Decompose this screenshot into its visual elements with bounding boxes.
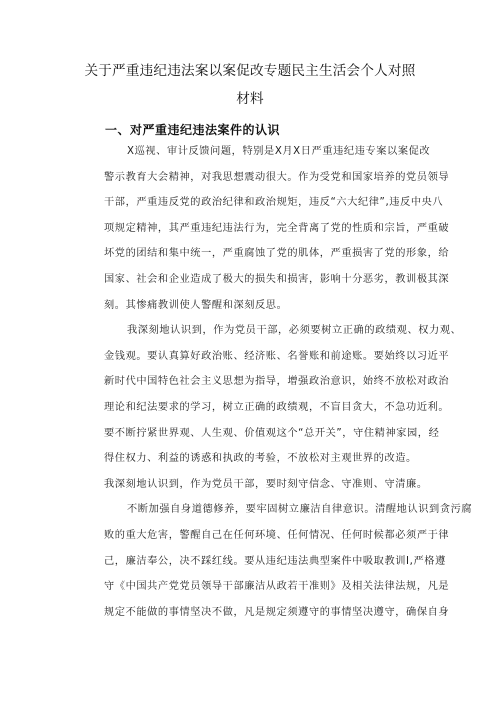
paragraph-line: 守《中国共产党党员领导干部廉洁从政若干准则》及相关法律法规，凡是 <box>104 581 450 593</box>
paragraph-line: 项规定精神，其严重违纪违法行为，完全背离了党的性质和宗旨，严重破 <box>104 222 450 234</box>
paragraph-line: X巡视、审计反馈问题，特别是X月X日严重违纪违专案以案促改 <box>127 146 431 157</box>
paragraph-line: 不断加强自身道德修养，要牢固树立廉洁自律意识。清醒地认识到贪污腐 <box>127 504 473 516</box>
paragraph-line: 警示教育大会精神，对我思想震动很大。作为受党和国家培养的党员领导 <box>104 171 450 183</box>
paragraph-line: 要不断拧紧世界观、人生观、价值观这个“总开关”，守住精神家园，经 <box>104 427 440 439</box>
section-heading: 一、对严重违纪违法案件的认识 <box>105 123 281 137</box>
paragraph-line: 新时代中国特色社会主义思想为指导，增强政治意识，始终不放松对政治 <box>104 376 450 388</box>
paragraph-line: 败的重大危害，警醒自己在任何环境、任何情况、任何时候都必须严于律 <box>104 530 450 541</box>
paragraph-line: 刻。其惨痛教训使人警醒和深刻反思。 <box>104 299 288 311</box>
paragraph-line: 国家、社会和企业造成了极大的损失和损害，影响十分恶劣，教训极其深 <box>104 274 450 285</box>
paragraph-line: 坏党的团结和集中统一，严重腐蚀了党的肌体，严重损害了党的形象，给 <box>104 248 450 260</box>
paragraph-line: 干部，严重违反党的政治纪律和政治规矩，违反“六大纪律”,违反中央八 <box>104 197 444 209</box>
paragraph-line: 理论和纪法要求的学习，树立正确的政绩观，不盲目贪大，不急功近利。 <box>104 402 450 413</box>
paragraph-line: 规定不能做的事情坚决不做，凡是规定须遵守的事情坚决遵守，确保自身 <box>104 606 450 618</box>
paragraph-line: 得住权力、利益的诱惑和执政的考验，不放松对主观世界的改造。 <box>104 453 417 465</box>
paragraph-line: 金钱观。要认真算好政治账、经济账、名誉账和前途账。要始终以习近平 <box>104 350 450 362</box>
document-title-line-2: 材料 <box>236 91 264 107</box>
paragraph-line: 己，廉洁奉公，决不踩红线。要从违纪违法典型案件中吸取教训I,严格遵 <box>104 555 446 567</box>
document-title-line-1: 关于严重违纪违法案以案促改专题民主生活会个人对照 <box>84 63 416 79</box>
paragraph-line: 我深刻地认识到，作为党员干部，要时刻守信念、守准则、守清廉。 <box>104 478 428 490</box>
paragraph-line: 我深刻地认识到，作为党员干部，必须要树立正确的政绩观、权力观、 <box>127 325 462 337</box>
